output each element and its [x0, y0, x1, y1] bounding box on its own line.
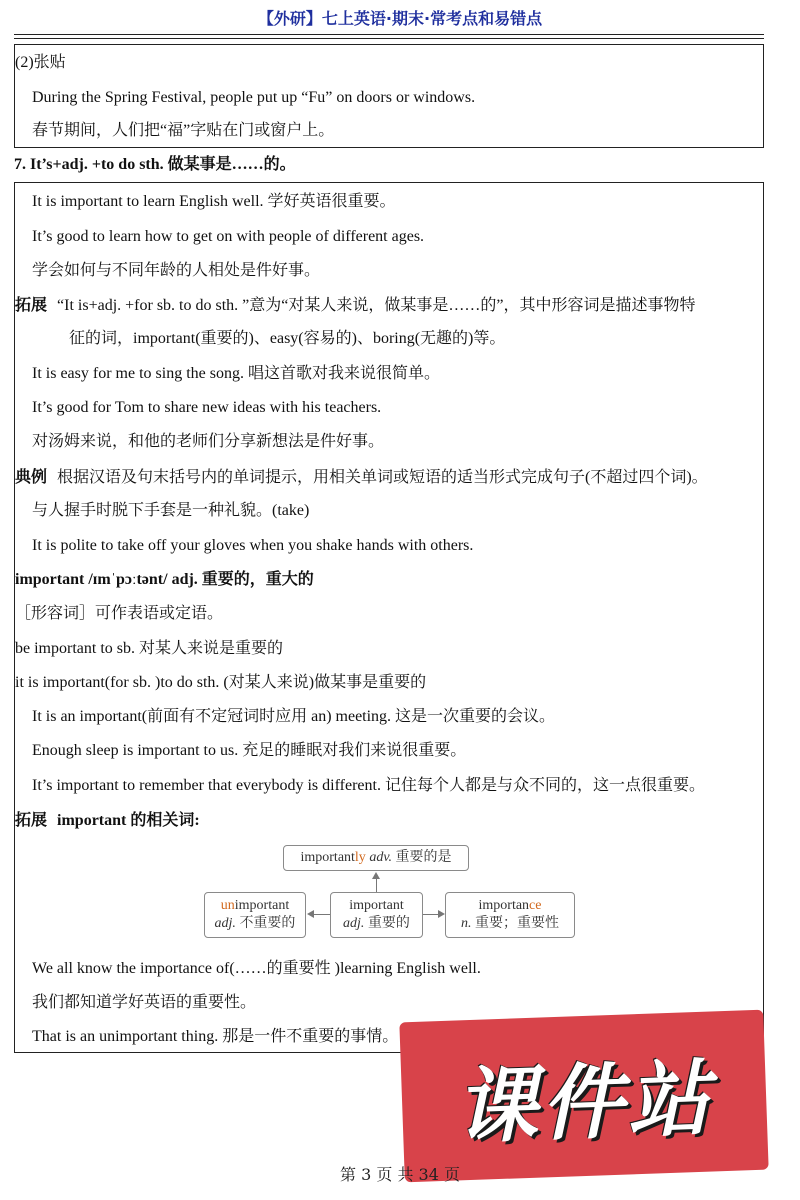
example-sentence-zh: 春节期间，人们把“福”字贴在门或窗户上。	[32, 122, 335, 139]
page-header: 【外研】七上英语·期末·常考点和易错点	[257, 9, 543, 28]
example-sentence: We all know the importance of(……的重要性 )learning English well.	[32, 960, 481, 977]
arrow-left-head	[307, 910, 314, 918]
example-question: 与人握手时脱下手套是一种礼貌。(take)	[32, 502, 310, 519]
example-sentence: It’s important to remember that everybody is different. 记住每个人都是与众不同的，这一点很重要。	[32, 777, 705, 794]
example-sentence-en: During the Spring Festival, people put up “Fu” on doors or windows.	[32, 89, 476, 106]
example-sentence: Enough sleep is important to us. 充足的睡眠对我们来说很重要。	[32, 742, 467, 759]
example-sentence: It is easy for me to sing the song. 唱这首歌对我来说很简单。	[32, 365, 440, 382]
diagram-box-top: importantly adv. 重要的是	[283, 845, 469, 871]
header-rule	[14, 34, 764, 35]
expand-text-cont: 征的词，important(重要的)、easy(容易的)、boring(无趣的)等。	[69, 330, 506, 347]
expand-note	[15, 294, 695, 317]
word-heading: important /ɪmˈpɔːtənt/ adj. 重要的，重大的	[15, 571, 314, 588]
pos-note: ［形容词］可作表语或定语。	[15, 605, 224, 622]
header-rule-thin	[14, 38, 764, 39]
diagram-box-left: unimportant adj. 不重要的	[204, 892, 306, 938]
watermark-text: 课件站	[453, 1051, 715, 1155]
usage-pattern: be important to sb. 对某人来说是重要的	[15, 640, 283, 657]
section-prev-box	[14, 44, 764, 148]
arrow-up-head	[372, 872, 380, 879]
arrow-left	[314, 914, 330, 915]
example-sentence-zh: 对汤姆来说，和他的老师们分享新想法是件好事。	[32, 433, 385, 450]
example-sentence-en: It’s good for Tom to share new ideas with his teachers.	[32, 399, 382, 416]
expand-tag: 拓展	[15, 295, 48, 314]
example-sentence: That is an unimportant thing. 那是一件不重要的事情。	[32, 1028, 399, 1045]
example-sentence: It is an important(前面有不定冠词时应用 an) meeting. 这是一次重要的会议。	[32, 708, 556, 725]
expand-heading	[15, 809, 200, 832]
section-heading: 7. It’s+adj. +to do sth. 做某事是……的。	[14, 156, 296, 173]
example-sentence-zh: 学会如何与不同年龄的人相处是件好事。	[32, 262, 321, 279]
watermark-stamp	[399, 1010, 768, 1183]
example-sentence: It is important to learn English well. 学好英语很重要。	[32, 193, 396, 210]
section7-box	[14, 182, 764, 1052]
diagram-box-right: importance n. 重要；重要性	[445, 892, 575, 938]
example-sentence-en: It’s good to learn how to get on with people of different ages.	[32, 228, 425, 245]
page-footer: 第 3 页 共 34 页	[340, 1165, 460, 1184]
box-bottom-rule	[14, 1052, 404, 1053]
example-tag: 典例	[15, 467, 48, 486]
arrow-right	[423, 914, 439, 915]
example-instruction: 根据汉语及句末括号内的单词提示，用相关单词或短语的适当形式完成句子(不超过四个词)。	[57, 469, 708, 486]
expand-text: “It is+adj. +for sb. to do sth. ”意为“对某人来说，做某事是……的”，其中形容词是描述事物特	[57, 297, 696, 314]
arrow-right-head	[438, 910, 445, 918]
example-sentence-zh: 我们都知道学好英语的重要性。	[32, 994, 257, 1011]
typical-example	[15, 466, 708, 489]
usage-pattern: it is important(for sb. )to do sth. (对某人来说)做某事是重要的	[15, 674, 427, 691]
arrow-up	[376, 879, 377, 892]
diagram-box-center: important adj. 重要的	[330, 892, 423, 938]
expand-heading-text: important 的相关词:	[57, 812, 200, 829]
expand-tag: 拓展	[15, 810, 48, 829]
subsection-label: (2)张贴	[15, 54, 66, 71]
example-answer: It is polite to take off your gloves when you shake hands with others.	[32, 537, 474, 554]
